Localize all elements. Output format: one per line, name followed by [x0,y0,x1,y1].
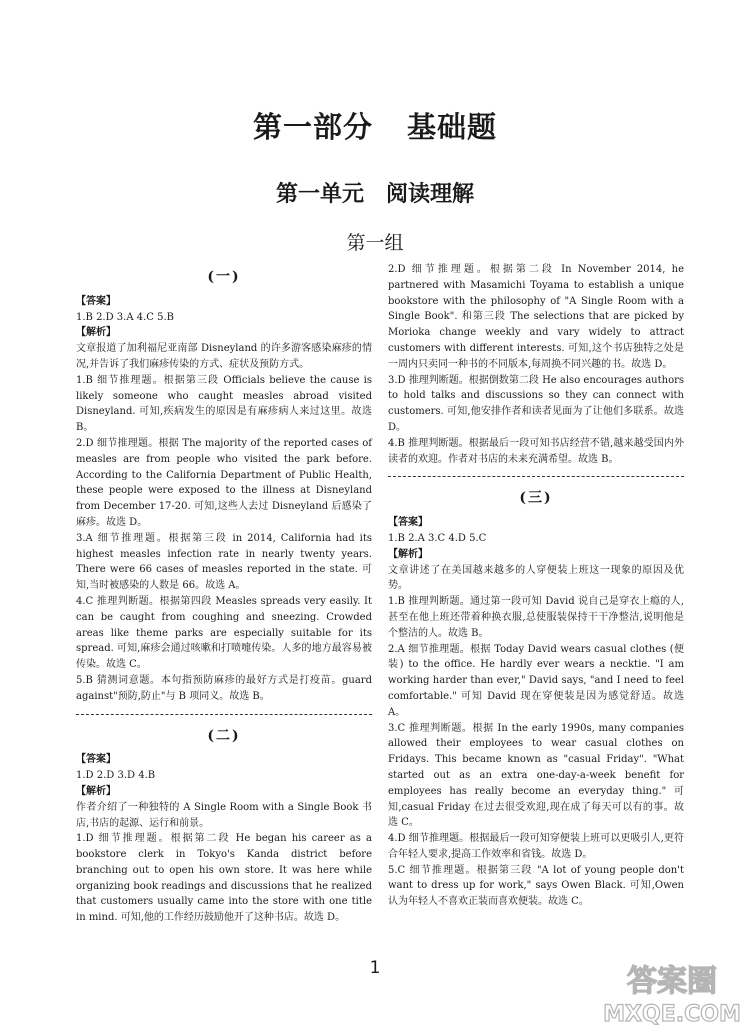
section-1-item: 3.A 细节推理题。根据第三段 in 2014, California had its highest measles infection rate in nearly twenty years. There were 66 cases of measles reported in the state. 可知,当时被感染的人数是 66。故选 A。 [76,532,372,592]
section-1-item: 5.B 猜测词意题。本句指预防麻疹的最好方式是打疫苗。guard against"预防,防止"与 B 项同义。故选 B。 [76,674,372,702]
part-title-main: 第一部分 [252,110,373,144]
section-divider [388,476,684,477]
group-title: 第一组 [346,232,404,254]
left-column [76,270,372,926]
section-1-title: (一) [207,269,241,285]
section-2-analysis-label: 【解析】 [76,785,116,797]
section-3-item: 3.C 推理判断题。根据 In the early 1990s, many companies allowed their employees to wear casual clothes on Fridays. This became known as "casual Friday". "What started out as an extra one-day-a-week benefit for employees has really become an everyday thing." 可知,casual Friday 在过去很受欢迎,现在成了每天可以有的事。故选 C。 [388,722,684,829]
page-number: 1 [369,958,381,978]
section-2-item: 4.B 推理判断题。根据最后一段可知书店经营不错,越来越受国内外读者的欢迎。作者对书店的未来充满希望。故选 B。 [388,437,684,465]
section-divider [76,714,372,715]
section-3-title: (三) [519,490,553,507]
unit-title [0,177,750,208]
section-1-item: 4.C 推理判断题。根据第四段 Measles spreads very easily. It can be caught from coughing and sneezing. Crowded areas like theme parks are especially suitable for its spread. 可知,麻疹会通过咳嗽和打喷嚏传染。人多的地方最容易被传染。故选 C。 [76,595,372,671]
section-1-item: 1.B 细节推理题。根据第三段 Officials believe the cause is likely someone who caught measles abroad visited Disneyland. 可知,疾病发生的原因是有麻疹病人来过这里。故选 B。 [76,374,372,434]
section-1-summary: 文章报道了加利福尼亚南部 Disneyland 的许多游客感染麻疹的情况,并告诉了我们麻疹传染的方式、症状及预防方式。 [76,343,372,370]
unit-title-sub: 阅读理解 [386,182,475,207]
section-1-item: 2.D 细节推理题。根据 The majority of the reported cases of measles are from people who visited the park before. According to the California Department of Public Health, these people were exposed to the illness at Disneyland from December 17-20. 可知,这些人去过 Disneyland 后感染了麻疹。故选 D。 [76,437,372,528]
section-3-item: 4.D 细节推理题。根据最后一段可知穿便装上班可以更吸引人,更符合年轻人要求,提高工作效率和省钱。故选 D。 [388,833,684,860]
section-2-item: 2.D 细节推理题。根据第二段 In November 2014, he partnered with Masamichi Toyama to establish a unique bookstore with the philosophy of "A Single Room with a Single Book". 和第三段 The selections that are picked by Morioka change weekly and vary widely to attract customers with different interests. 可知,这个书店独特之处是一周内只卖同一种书的不同版本,每周换不同兴趣的书。故选 D。 [388,264,684,370]
watermark-top-text: 答案圈 [627,964,717,999]
section-2-item: 3.D 推理判断题。根据倒数第二段 He also encourages authors to hold talks and discussions so they can connect with customers. 可知,他安排作者和读者见面为了让他们多联系。故选 D。 [388,374,684,433]
section-3-summary: 文章讲述了在美国越来越多的人穿便装上班这一现象的原因及优势。 [388,564,684,592]
section-1-answers: 1.B 2.D 3.A 4.C 5.B [76,311,175,323]
section-2-answers: 1.D 2.D 3.D 4.B [76,770,156,782]
section-3-item: 5.C 细节推理题。根据第三段 "A lot of young people don't want to dress up for work," says Owen Black. 可知,Owen 认为年轻人不喜欢正装而喜欢便装。故选 C。 [388,864,684,908]
section-1-analysis-label: 【解析】 [76,327,116,339]
part-title [0,105,750,146]
right-column [388,262,684,910]
section-3-item: 2.A 细节推理题。根据 Today David wears casual clothes (便装) to the office. He hardly ever wears a necktie. "I am working harder than ever," David says, "and I need to feel comfortable." 可知 David 现在穿便装是因为感觉舒适。故选 A。 [388,643,684,718]
section-2-item: 1.D 细节推理题。根据第二段 He began his career as a bookstore clerk in Tokyo's Kanda district before branching out to open his own store. It was here while organizing book readings and discussions that he realized that customers usually came into the store with one title in mind. 可知,他的工作经历鼓励他开了这种书店。故选 D。 [76,833,372,924]
section-1-answer-label: 【答案】 [76,295,116,307]
section-2-answer-label: 【答案】 [76,754,116,766]
section-3-item: 1.B 推理判断题。通过第一段可知 David 说自己是穿衣上瘾的人,甚至在他上班还带着种换衣服,总使服装保持干干净整洁,说明他是个整洁的人。故选 B。 [388,596,684,639]
section-2-summary: 作者介绍了一种独特的 A Single Room with a Single Book 书店,书店的起源、运行和前景。 [76,801,372,829]
watermark-bottom-text: MXQE.COM [603,1002,741,1027]
watermark-logo [602,955,742,1027]
part-title-sub: 基础题 [407,110,498,144]
section-3-analysis-label: 【解析】 [388,548,428,560]
section-2-title: (二) [207,727,241,744]
unit-title-main: 第一单元 [275,182,364,207]
section-3-answers: 1.B 2.A 3.C 4.D 5.C [388,532,487,544]
section-3-answer-label: 【答案】 [388,517,428,529]
